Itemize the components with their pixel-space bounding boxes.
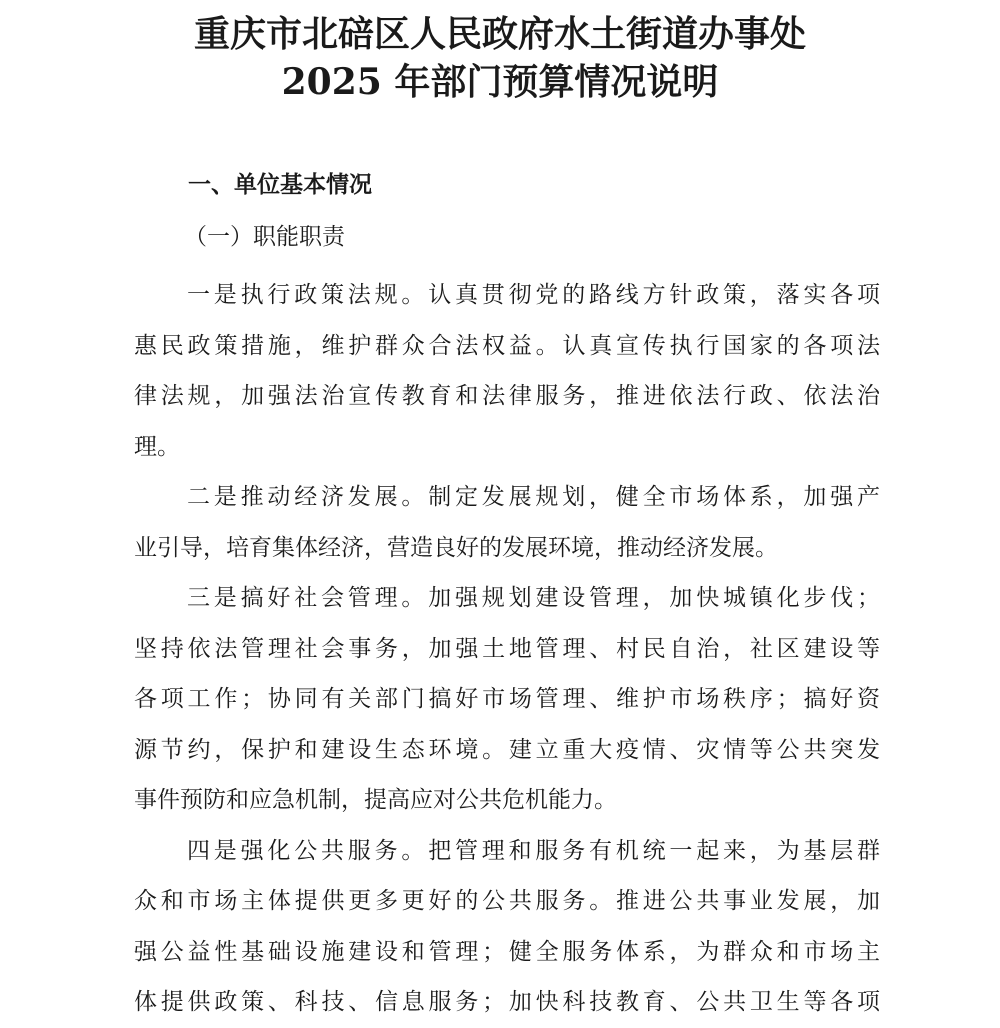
- paragraph-line: 一是执行政策法规。认真贯彻党的路线方针政策，落实各项: [187, 282, 880, 308]
- paragraph-line: 强公益性基础设施建设和管理；健全服务体系，为群众和市场主: [134, 938, 880, 965]
- document-title-line-2: 2025 年部门预算情况说明: [281, 61, 719, 103]
- paragraph-policy: [134, 270, 880, 472]
- paragraph-line: 源节约，保护和建设生态环境。建立重大疫情、灾情等公共突发: [134, 736, 880, 763]
- paragraph-line: 律法规，加强法治宣传教育和法律服务，推进依法行政、依法治: [134, 383, 880, 409]
- paragraph-line: 惠民政策措施，维护群众合法权益。认真宣传执行国家的各项法: [134, 332, 880, 359]
- paragraph-line: 理。: [134, 433, 180, 460]
- paragraph-line: 业引导，培育集体经济，营造良好的发展环境，推动经济发展。: [134, 534, 778, 561]
- paragraph-public-service: [134, 826, 880, 1028]
- paragraph-line: 众和市场主体提供更多更好的公共服务。推进公共事业发展，加: [134, 888, 880, 914]
- paragraph-line: 事件预防和应急机制，提高应对公共危机能力。: [134, 787, 617, 813]
- paragraph-line: 四是强化公共服务。把管理和服务有机统一起来，为基层群: [187, 837, 880, 864]
- document-body: [134, 270, 880, 1028]
- section-subheading: （一）职能职责: [184, 224, 345, 250]
- section-heading: 一、单位基本情况: [188, 172, 372, 198]
- document-title-line-1: 重庆市北碚区人民政府水土街道办事处: [193, 13, 806, 55]
- paragraph-line: 二是推动经济发展。制定发展规划，健全市场体系，加强产: [187, 484, 880, 510]
- paragraph-line: 体提供政策、科技、信息服务；加快科技教育、公共卫生等各项: [134, 989, 880, 1015]
- paragraph-social-management: [134, 573, 880, 826]
- paragraph-line: 坚持依法管理社会事务，加强土地管理、村民自治，社区建设等: [134, 635, 880, 662]
- paragraph-line: 三是搞好社会管理。加强规划建设管理，加快城镇化步伐；: [187, 585, 880, 611]
- paragraph-line: 各项工作；协同有关部门搞好市场管理、维护市场秩序；搞好资: [134, 686, 880, 712]
- paragraph-economy: [134, 472, 880, 573]
